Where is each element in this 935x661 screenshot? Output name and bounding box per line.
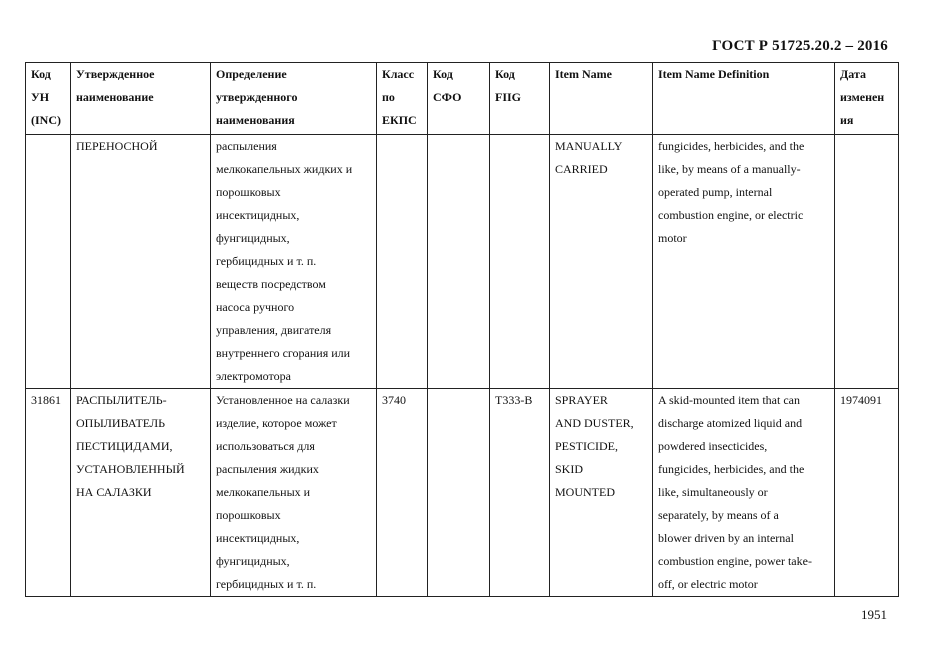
cell-line: fungicides, herbicides, and the (658, 139, 805, 153)
cell-sfo (428, 135, 490, 389)
cell-item-definition (653, 389, 835, 597)
cell-line: (INC) (31, 113, 61, 127)
cell-line: порошковых (216, 508, 281, 522)
cell-line: like, simultaneously or (658, 485, 768, 499)
cell-name (71, 135, 211, 389)
cell-item-name (550, 389, 653, 597)
cell-line: powdered insecticides, (658, 439, 768, 453)
cell-class (377, 135, 428, 389)
cell-line: PESTICIDE, (555, 439, 618, 453)
cell-line: изделие, которое может (216, 416, 337, 430)
cell-line: Определение (216, 67, 287, 81)
page-number: 1951 (861, 607, 887, 622)
cell-line: blower driven by an internal (658, 531, 794, 545)
table-row (26, 135, 899, 389)
cell-class: 3740 (377, 389, 428, 597)
cell-line: Item Name (555, 67, 612, 81)
col-header-definition (211, 63, 377, 135)
col-header-item-name (550, 63, 653, 135)
cell-line: combustion engine, or electric (658, 208, 804, 222)
cell-line: FIIG (495, 90, 522, 104)
col-header-inc (26, 63, 71, 135)
cell-line: Код (495, 67, 515, 81)
cell-line: мелкокапельных и (216, 485, 311, 499)
cell-line: SPRAYER (555, 393, 608, 407)
cell-line: A skid-mounted item that can (658, 393, 800, 407)
cell-item-definition (653, 135, 835, 389)
cell-line: discharge atomized liquid and (658, 416, 803, 430)
col-header-date (835, 63, 899, 135)
cell-line: Утвержденное (76, 67, 155, 81)
cell-line: НА САЛАЗКИ (76, 485, 152, 499)
document-header: ГОСТ Р 51725.20.2 – 2016 (712, 38, 888, 54)
cell-line: СФО (433, 90, 462, 104)
cell-line: fungicides, herbicides, and the (658, 462, 805, 476)
cell-definition (211, 389, 377, 597)
cell-inc (26, 135, 71, 389)
cell-line: наименования (216, 113, 295, 127)
cell-line: гербицидных и т. п. (216, 577, 317, 591)
cell-line: ПЕРЕНОСНОЙ (76, 139, 158, 153)
cell-line: насоса ручного (216, 300, 295, 314)
cell-name (71, 389, 211, 597)
cell-line: наименование (76, 90, 154, 104)
cell-date (835, 135, 899, 389)
cell-line: off, or electric motor (658, 577, 758, 591)
cell-line: Item Name Definition (658, 67, 770, 81)
table-row (26, 389, 899, 597)
cell-line: Дата (840, 67, 866, 81)
cell-line: MANUALLY (555, 139, 623, 153)
cell-line: combustion engine, power take- (658, 554, 812, 568)
col-header-fiig (490, 63, 550, 135)
cell-inc: 31861 (26, 389, 71, 597)
cell-line: operated pump, internal (658, 185, 773, 199)
cell-line: внутреннего сгорания или (216, 346, 351, 360)
cell-line: веществ посредством (216, 277, 326, 291)
cell-line: изменен (840, 90, 885, 104)
cell-line: гербицидных и т. п. (216, 254, 317, 268)
cell-sfo (428, 389, 490, 597)
cell-line: Класс (382, 67, 415, 81)
cell-line: распыления жидких (216, 462, 319, 476)
cell-line: ЕКПС (382, 113, 417, 127)
cell-line: использоваться для (216, 439, 315, 453)
cell-line: по (382, 90, 395, 104)
cell-line: инсектицидных, (216, 531, 300, 545)
cell-line: MOUNTED (555, 485, 615, 499)
cell-line: Код (433, 67, 453, 81)
cell-line: мелкокапельных жидких и (216, 162, 353, 176)
cell-line: CARRIED (555, 162, 608, 176)
cell-definition (211, 135, 377, 389)
classification-table (25, 62, 899, 597)
cell-line: ия (840, 113, 854, 127)
cell-line: ОПЫЛИВАТЕЛЬ (76, 416, 165, 430)
cell-line: AND DUSTER, (555, 416, 634, 430)
cell-line: Код (31, 67, 51, 81)
col-header-sfo (428, 63, 490, 135)
cell-line: motor (658, 231, 687, 245)
cell-line: электромотора (216, 369, 291, 383)
cell-line: SKID (555, 462, 584, 476)
cell-fiig: T333-B (490, 389, 550, 597)
cell-line: separately, by means of a (658, 508, 779, 522)
col-header-name (71, 63, 211, 135)
col-header-item-definition (653, 63, 835, 135)
cell-line: порошковых (216, 185, 281, 199)
cell-line: инсектицидных, (216, 208, 300, 222)
cell-line: распыления (216, 139, 277, 153)
cell-line: фунгицидных, (216, 231, 290, 245)
cell-line: УН (31, 90, 50, 104)
cell-line: УСТАНОВЛЕННЫЙ (76, 462, 185, 476)
cell-line: фунгицидных, (216, 554, 290, 568)
cell-line: Установленное на салазки (216, 393, 350, 407)
cell-line: like, by means of a manually- (658, 162, 801, 176)
table-header-row (26, 63, 899, 135)
cell-fiig (490, 135, 550, 389)
col-header-class (377, 63, 428, 135)
cell-line: управления, двигателя (216, 323, 332, 337)
cell-item-name (550, 135, 653, 389)
cell-line: ПЕСТИЦИДАМИ, (76, 439, 173, 453)
cell-line: РАСПЫЛИТЕЛЬ- (76, 393, 167, 407)
cell-date: 1974091 (835, 389, 899, 597)
cell-line: утвержденного (216, 90, 298, 104)
